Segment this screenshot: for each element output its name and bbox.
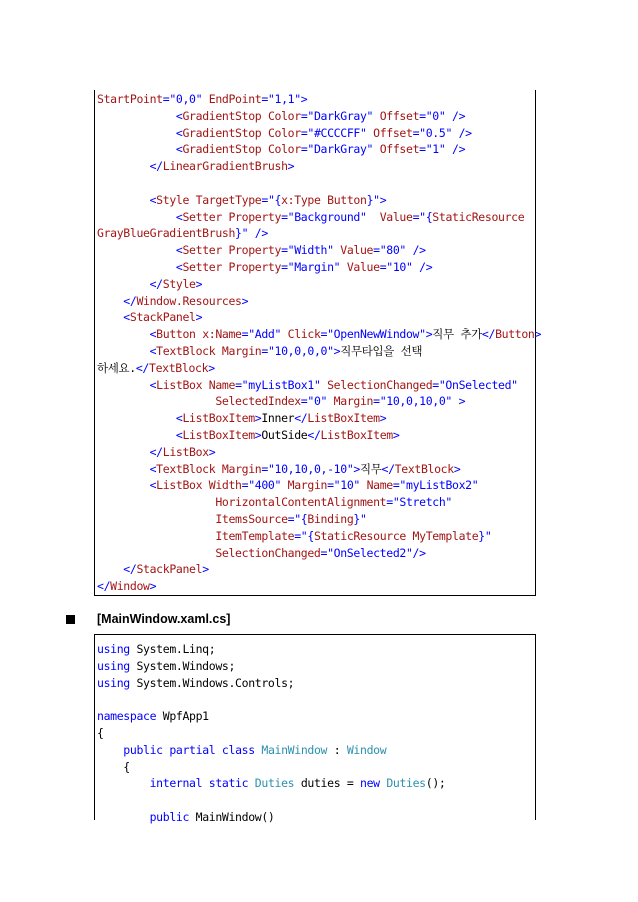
code-token: >: [379, 411, 387, 426]
code-token: <: [175, 142, 183, 157]
code-token: ="10": [327, 478, 367, 493]
code-token: SelectedIndex: [215, 394, 301, 409]
code-token: [97, 546, 215, 560]
code-token: ="#CCCCFF": [300, 125, 374, 140]
code-token: Value: [379, 209, 413, 224]
code-token: [97, 462, 150, 476]
code-token: >: [254, 411, 262, 426]
code-token: [97, 142, 176, 156]
code-line: [97, 658, 535, 675]
code-token: ListBoxItem: [320, 427, 393, 442]
code-token: [97, 743, 123, 757]
code-token: new: [360, 776, 380, 791]
code-token: Duties: [386, 776, 426, 791]
code-token: OutSide: [261, 427, 308, 442]
code-token: ="{: [294, 528, 314, 543]
code-token: [97, 529, 215, 543]
code-token: Offset: [379, 142, 420, 157]
code-token: <: [149, 478, 157, 493]
code-token: public: [123, 742, 163, 757]
code-line: [97, 675, 535, 692]
code-token: ="OnSelected": [432, 377, 518, 392]
csharp-code: [95, 635, 535, 826]
xaml-code-block: [94, 90, 542, 596]
code-token: {: [97, 759, 130, 774]
code-line: [97, 494, 535, 511]
code-token: 직무 추가: [432, 327, 482, 342]
code-line: [97, 259, 535, 276]
code-token: >: [208, 360, 215, 375]
code-token: ="10,10,0,-10">: [261, 461, 360, 476]
code-line: [97, 293, 535, 310]
code-token: x:Name: [202, 327, 242, 342]
code-token: [97, 193, 150, 207]
code-token: ="1" />: [419, 142, 466, 157]
code-token: </: [135, 360, 150, 375]
code-token: x:Type Button: [281, 192, 367, 207]
code-token: Name: [208, 377, 236, 392]
code-line: [97, 427, 535, 444]
code-token: [97, 495, 215, 509]
code-token: <: [175, 427, 183, 442]
code-token: </: [149, 276, 163, 291]
code-token: >: [241, 293, 249, 308]
code-token: System.Windows;: [129, 658, 236, 673]
code-token: Offset: [373, 125, 413, 140]
code-token: namespace: [97, 709, 157, 724]
code-token: ="OpenNewWindow">: [320, 327, 433, 342]
code-token: [248, 776, 255, 790]
code-token: Duties: [254, 776, 295, 791]
code-token: Color: [267, 108, 301, 123]
code-line: [97, 343, 535, 360]
code-token: 직무타입을 선택: [340, 343, 423, 358]
code-token: WpfApp1: [156, 709, 209, 724]
code-token: TextBlock: [156, 343, 222, 358]
code-token: }": [478, 528, 492, 543]
code-line: [97, 477, 535, 494]
code-token: ="400": [241, 478, 288, 493]
code-token: duties =: [294, 776, 360, 791]
xaml-code: [95, 90, 542, 595]
code-token: ="80" />: [373, 243, 426, 258]
code-token: [97, 327, 150, 341]
code-line: [97, 91, 535, 108]
code-token: StartPoint: [97, 92, 163, 106]
code-token: ="myListBox1": [235, 377, 328, 392]
code-line: [97, 511, 535, 528]
code-token: ListBox: [156, 377, 209, 392]
code-token: [97, 243, 176, 257]
code-token: ListBoxItem: [182, 427, 255, 442]
code-token: >: [208, 444, 216, 459]
code-line: [97, 742, 535, 759]
code-token: ="DarkGray": [300, 108, 380, 123]
code-token: [97, 109, 176, 123]
code-token: >: [195, 276, 203, 291]
code-token: Value: [346, 259, 380, 274]
code-token: Margin: [221, 461, 262, 476]
code-token: using: [97, 658, 130, 673]
code-token: [97, 126, 176, 140]
code-token: ="Margin": [281, 259, 347, 274]
code-token: >: [453, 461, 461, 476]
code-token: ItemTemplate: [215, 528, 295, 543]
code-token: [97, 378, 150, 392]
code-token: ="Background": [281, 209, 380, 224]
code-line: [97, 809, 535, 826]
code-token: ="DarkGray": [300, 142, 380, 157]
code-token: ListBox: [162, 444, 209, 459]
code-token: Property: [228, 243, 282, 258]
code-token: Property: [228, 259, 282, 274]
code-token: </: [307, 427, 321, 442]
code-token: [97, 210, 176, 224]
code-token: [97, 411, 176, 425]
code-line: [97, 410, 535, 427]
code-token: Setter: [182, 209, 229, 224]
code-token: ="Add": [241, 327, 288, 342]
code-token: </: [381, 461, 395, 476]
code-token: Setter: [182, 259, 229, 274]
code-token: >: [392, 427, 400, 442]
code-line: [97, 360, 535, 377]
code-token: GradientStop: [182, 108, 268, 123]
code-token: LinearGradientBrush: [162, 159, 288, 174]
code-token: StaticResource MyTemplate: [313, 528, 479, 543]
code-token: ="1,1">: [261, 92, 308, 106]
code-token: internal: [149, 776, 203, 791]
code-token: Window: [346, 742, 387, 757]
code-token: ="0,0": [162, 92, 209, 106]
code-line: [97, 377, 535, 394]
code-token: ="{: [412, 209, 433, 224]
code-token: [97, 562, 123, 576]
code-token: 직무: [359, 461, 382, 476]
code-token: class: [221, 742, 255, 757]
code-token: :: [327, 742, 347, 757]
code-token: Style: [156, 192, 196, 207]
code-token: ="myListBox2": [392, 478, 479, 493]
code-token: [97, 294, 123, 308]
code-line: [97, 393, 535, 410]
code-token: }": [353, 511, 367, 526]
code-token: </: [149, 444, 163, 459]
code-token: 하세요.: [97, 360, 136, 375]
code-token: <: [149, 461, 157, 476]
code-line: [97, 691, 535, 708]
code-token: Margin: [287, 478, 328, 493]
code-line: [97, 528, 535, 545]
code-token: ItemsSource: [215, 511, 288, 526]
code-token: [202, 776, 209, 790]
code-token: SelectionChanged: [215, 545, 321, 560]
code-line: [97, 108, 535, 125]
code-line: [97, 641, 535, 658]
section-heading: [66, 610, 230, 628]
code-token: [97, 428, 176, 442]
code-token: <: [149, 327, 157, 342]
code-token: <: [175, 108, 183, 123]
code-token: Style: [162, 276, 196, 291]
code-token: <: [149, 192, 157, 207]
code-token: MainWindow: [261, 742, 328, 757]
code-token: [215, 743, 222, 757]
code-token: Name: [366, 478, 393, 493]
code-token: >: [287, 159, 295, 174]
code-token: >: [195, 310, 203, 325]
code-line: [97, 209, 535, 226]
code-token: ="OnSelected2"/>: [320, 545, 426, 560]
code-token: >: [534, 327, 542, 342]
code-token: Button: [495, 327, 535, 342]
code-token: [97, 159, 150, 173]
code-line: [97, 461, 535, 478]
code-token: [97, 310, 123, 324]
code-token: Inner: [261, 411, 295, 426]
code-token: ="Width": [281, 243, 341, 258]
code-token: HorizontalContentAlignment: [215, 495, 387, 510]
code-token: </: [149, 159, 163, 174]
code-token: StackPanel: [136, 562, 203, 577]
code-line: [97, 444, 535, 461]
code-token: <: [175, 243, 183, 258]
code-token: static: [208, 776, 249, 791]
code-token: <: [175, 259, 183, 274]
code-line: [97, 309, 535, 326]
code-line: [97, 708, 535, 725]
code-token: ();: [425, 776, 446, 791]
code-token: [97, 810, 150, 824]
code-token: Button: [156, 327, 203, 342]
code-token: </: [481, 327, 496, 342]
code-line: [97, 141, 535, 158]
code-token: </: [97, 579, 111, 594]
code-token: <: [175, 125, 183, 140]
code-token: [97, 277, 150, 291]
code-token: <: [123, 310, 130, 325]
code-token: GradientStop: [182, 142, 268, 157]
code-token: </: [294, 411, 308, 426]
code-token: Width: [208, 478, 242, 493]
code-token: Color: [267, 142, 301, 157]
code-token: </: [123, 562, 137, 577]
code-token: [97, 394, 215, 408]
code-token: EndPoint: [208, 92, 262, 106]
code-token: [97, 344, 150, 358]
code-token: ="Stretch": [386, 495, 452, 510]
code-line: [97, 792, 535, 809]
code-token: Margin: [221, 343, 262, 358]
code-token: ="0": [300, 394, 334, 409]
code-token: ="10,0,0,0">: [261, 343, 341, 358]
code-line: [97, 578, 535, 595]
code-token: [97, 776, 150, 790]
section-heading-text: [MainWindow.xaml.cs]: [97, 612, 231, 626]
code-token: TextBlock: [156, 461, 222, 476]
code-token: ="{: [287, 511, 308, 526]
code-token: SelectionChanged: [327, 377, 433, 392]
code-token: using: [97, 642, 130, 656]
code-token: }" />: [235, 226, 268, 241]
code-token: Color: [267, 125, 301, 140]
code-token: StaticResource: [432, 209, 525, 224]
code-token: ="10" />: [379, 259, 433, 274]
code-line: [97, 192, 535, 209]
code-line: [97, 759, 535, 776]
code-token: partial: [169, 742, 216, 757]
code-token: ="10,0,10,0" >: [373, 394, 466, 409]
code-token: [97, 260, 176, 274]
code-line: [97, 158, 535, 175]
code-line: [97, 545, 535, 562]
code-token: [97, 512, 215, 526]
code-token: Setter: [182, 243, 229, 258]
code-token: {: [97, 725, 104, 740]
code-line: [97, 775, 535, 792]
code-token: System.Linq;: [129, 642, 216, 656]
code-line: [97, 276, 535, 293]
square-bullet-icon: [66, 615, 75, 624]
code-token: Window.Resources: [136, 293, 242, 308]
code-token: Binding: [307, 511, 354, 526]
code-line: [97, 175, 535, 192]
code-token: TargetType: [195, 192, 262, 207]
code-line: [97, 561, 535, 578]
code-token: ListBoxItem: [307, 411, 380, 426]
code-token: Value: [340, 243, 374, 258]
code-line: [97, 125, 535, 142]
code-token: MainWindow(): [189, 809, 275, 824]
code-token: System.Windows.Controls;: [129, 675, 295, 690]
code-token: Click: [287, 327, 321, 342]
code-line: [97, 326, 542, 343]
code-token: ListBoxItem: [182, 411, 255, 426]
code-token: TextBlock: [149, 360, 209, 375]
code-token: <: [149, 343, 157, 358]
code-line: [97, 225, 535, 242]
code-token: GrayBlueGradientBrush: [97, 226, 236, 241]
code-token: <: [175, 411, 183, 426]
code-token: public: [149, 809, 190, 824]
code-token: >: [149, 579, 157, 594]
code-token: GradientStop: [182, 125, 268, 140]
code-token: StackPanel: [129, 310, 196, 325]
code-line: [97, 242, 535, 259]
code-token: >: [202, 562, 209, 577]
code-token: Window: [110, 579, 150, 594]
code-line: [97, 725, 535, 742]
code-token: using: [97, 675, 130, 690]
code-token: ="{: [261, 192, 282, 207]
code-token: </: [123, 293, 137, 308]
code-token: <: [175, 209, 183, 224]
code-token: <: [149, 377, 157, 392]
code-token: [97, 445, 150, 459]
code-token: TextBlock: [394, 461, 454, 476]
code-token: Offset: [379, 108, 420, 123]
code-token: }">: [366, 192, 387, 207]
code-token: ="0.5" />: [412, 125, 472, 140]
code-token: >: [254, 427, 262, 442]
code-token: Property: [228, 209, 282, 224]
csharp-code-block: [94, 634, 536, 824]
code-token: [97, 478, 150, 492]
code-token: Margin: [333, 394, 374, 409]
code-token: ListBox: [156, 478, 209, 493]
code-token: ="0" />: [419, 108, 466, 123]
